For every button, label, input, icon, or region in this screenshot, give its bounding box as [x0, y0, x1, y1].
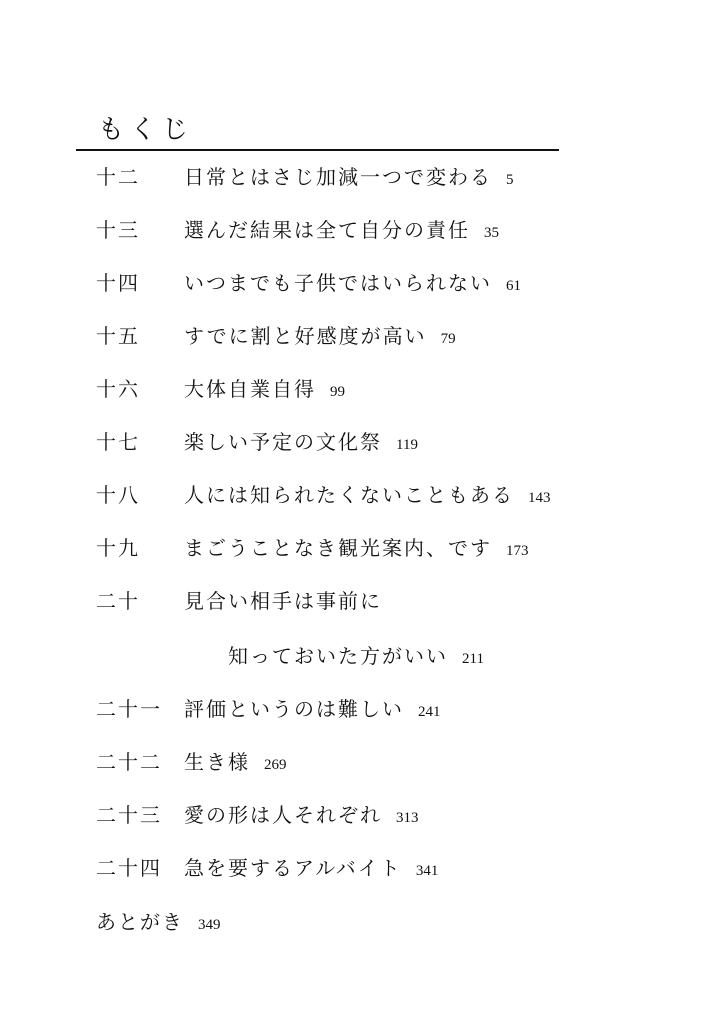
chapter-title: 大体自業自得 — [184, 377, 316, 401]
toc-entry[interactable] — [0, 583, 726, 619]
toc-entry[interactable] — [0, 477, 726, 513]
toc-entry[interactable] — [0, 850, 726, 886]
page-number: 173 — [506, 543, 529, 559]
chapter-number: 二十一 — [96, 697, 162, 721]
title-underline — [76, 149, 559, 151]
chapter-number: 十五 — [96, 324, 140, 348]
toc-entry-afterword[interactable] — [0, 904, 726, 940]
toc-entry[interactable] — [0, 318, 726, 354]
page-number: 349 — [198, 917, 221, 933]
chapter-title: まごうことなき観光案内、です — [184, 536, 492, 560]
chapter-number: 二十 — [96, 589, 140, 613]
chapter-number: 十七 — [96, 430, 140, 454]
toc-entry[interactable] — [0, 159, 726, 195]
chapter-title: いつまでも子供ではいられない — [184, 271, 492, 295]
page-number: 269 — [264, 757, 287, 773]
chapter-number: 十四 — [96, 271, 140, 295]
page-number: 241 — [418, 704, 441, 720]
page-number: 35 — [484, 225, 499, 241]
chapter-number: 十六 — [96, 377, 140, 401]
toc-entry[interactable] — [0, 797, 726, 833]
chapter-number: 十三 — [96, 218, 140, 242]
page-number: 313 — [396, 810, 419, 826]
chapter-title: 愛の形は人それぞれ — [184, 803, 382, 827]
page-number: 61 — [506, 278, 521, 294]
chapter-number: 十二 — [96, 165, 140, 189]
toc-entry[interactable] — [0, 530, 726, 566]
chapter-title: 生き様 — [184, 750, 250, 774]
chapter-number: 二十二 — [96, 750, 162, 774]
chapter-title: 見合い相手は事前に — [184, 589, 382, 613]
toc-entry[interactable] — [0, 265, 726, 301]
toc-entry[interactable] — [0, 212, 726, 248]
toc-title: もくじ — [98, 115, 195, 145]
page-number: 5 — [506, 172, 514, 188]
chapter-title: 人には知られたくないこともある — [184, 483, 514, 507]
toc-entry[interactable] — [0, 371, 726, 407]
chapter-title: 日常とはさじ加減一つで変わる — [184, 165, 492, 189]
afterword-title: あとがき — [96, 910, 184, 934]
chapter-number: 十九 — [96, 536, 140, 560]
chapter-number: 二十三 — [96, 803, 162, 827]
page-number: 341 — [415, 863, 439, 879]
toc-entry[interactable] — [0, 424, 726, 460]
page-number: 119 — [396, 437, 418, 453]
toc-entry[interactable] — [0, 744, 726, 780]
chapter-title: 楽しい予定の文化祭 — [184, 430, 382, 454]
page-number: 79 — [440, 331, 456, 347]
page-number: 99 — [330, 384, 345, 400]
chapter-title-continuation: 知っておいた方がいい — [228, 644, 448, 668]
chapter-title: 評価というのは難しい — [184, 697, 404, 721]
chapter-number: 十八 — [96, 483, 140, 507]
chapter-number: 二十四 — [96, 856, 162, 880]
toc-entry-continuation[interactable] — [0, 638, 726, 674]
chapter-title: すでに割と好感度が高い — [184, 324, 427, 348]
page-number: 143 — [528, 490, 551, 506]
chapter-title: 急を要するアルバイト — [184, 856, 402, 880]
chapter-title: 選んだ結果は全て自分の責任 — [184, 218, 470, 242]
page-number: 211 — [462, 651, 484, 667]
toc-entry[interactable] — [0, 691, 726, 727]
